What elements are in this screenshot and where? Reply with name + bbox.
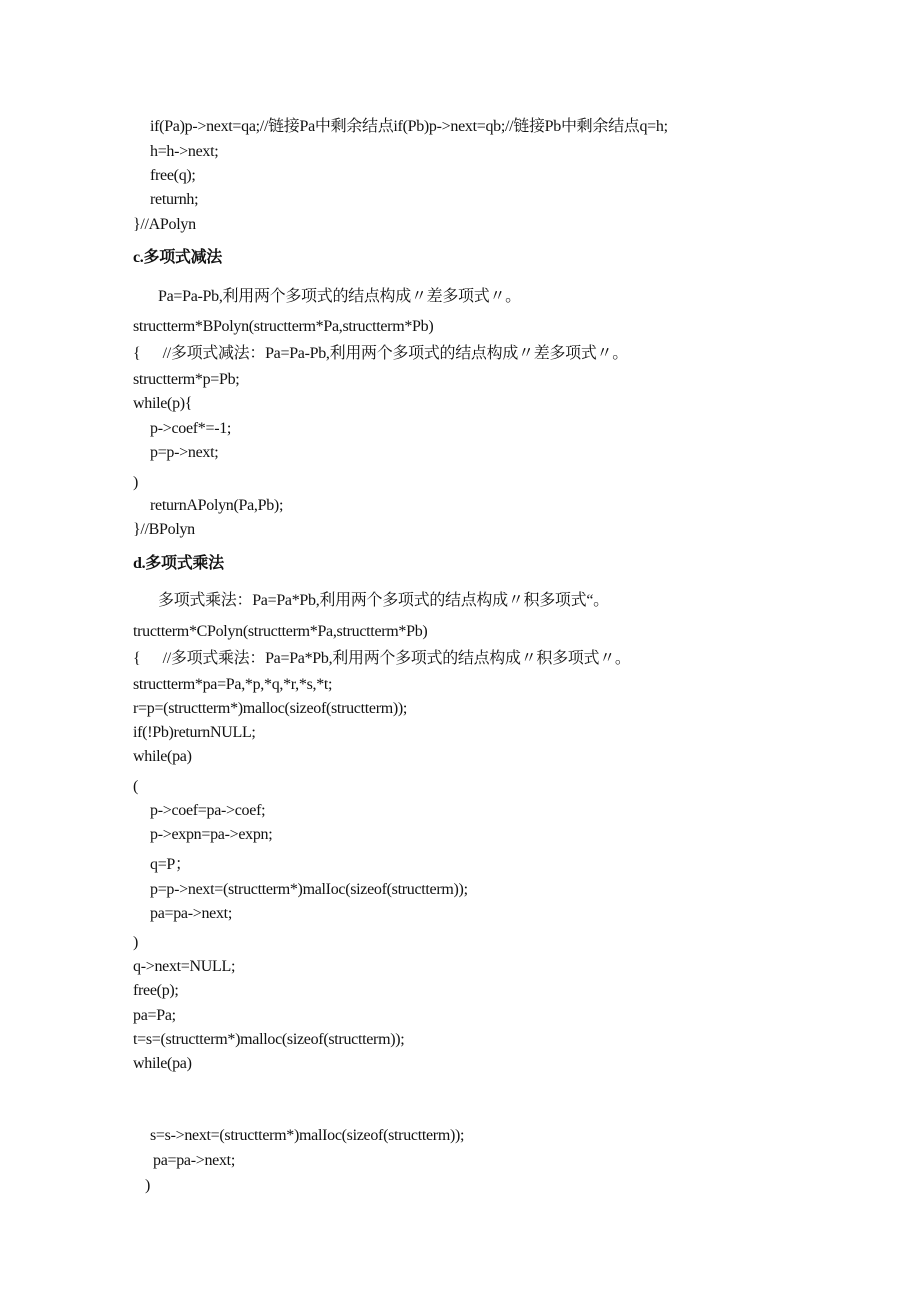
code-line: ) [145,1177,151,1194]
code-line: structterm*p=Pb; [133,371,240,388]
code-line: pa=pa->next; [153,1152,235,1169]
code-line: p=p->next; [150,444,219,461]
code-line: p->expn=pa->expn; [150,826,273,843]
code-line: tructterm*CPolyn(structterm*Pa,structterm*Pb) [133,623,428,640]
code-line: q=P； [150,856,191,873]
code-line: free(q); [150,167,196,184]
paragraph: Pa=Pa-Pb,利用两个多项式的结点构成〃差多项式〃。 [158,288,521,305]
code-line: { //多项式乘法：Pa=Pa*Pb,利用两个多项式的结点构成〃积多项式〃。 [133,650,631,667]
code-line: structterm*BPolyn(structterm*Pa,structterm*Pb) [133,318,434,335]
code-line: ) [133,474,139,491]
code-line: p=p->next=(structterm*)malIoc(sizeof(structterm)); [150,881,468,898]
code-line: { //多项式减法：Pa=Pa-Pb,利用两个多项式的结点构成〃差多项式〃。 [133,345,628,362]
code-line: t=s=(structterm*)malloc(sizeof(structterm)); [133,1031,405,1048]
code-line: while(pa) [133,748,192,765]
paragraph: 多项式乘法：Pa=Pa*Pb,利用两个多项式的结点构成〃积多项式“。 [158,592,609,609]
code-line: r=p=(structterm*)malloc(sizeof(structterm)); [133,700,408,717]
section-heading: c.多项式减法 [133,249,223,266]
code-line: structterm*pa=Pa,*p,*q,*r,*s,*t; [133,676,333,693]
code-line: returnAPolyn(Pa,Pb); [150,497,284,514]
code-line: h=h->next; [150,143,219,160]
section-heading: d.多项式乘法 [133,555,224,572]
code-line: if(Pa)p->next=qa;//链接Pa中剩余结点if(Pb)p->next=qb;//链接Pb中剩余结点q=h; [150,118,668,135]
code-line: p->coef*=-1; [150,420,232,437]
code-line: free(p); [133,982,179,999]
code-line: ( [133,778,139,795]
code-line: returnh; [150,191,199,208]
code-line: while(pa) [133,1055,192,1072]
code-line: }//BPolyn [133,521,195,538]
code-line: s=s->next=(structterm*)malIoc(sizeof(structterm)); [150,1127,465,1144]
code-line: pa=Pa; [133,1007,176,1024]
code-line: pa=pa->next; [150,905,232,922]
code-line: }//APolyn [133,216,196,233]
code-line: p->coef=pa->coef; [150,802,266,819]
code-line: while(p){ [133,395,193,412]
code-line: if(!Pb)returnNULL; [133,724,256,741]
code-line: ) [133,934,139,951]
code-line: q->next=NULL; [133,958,236,975]
